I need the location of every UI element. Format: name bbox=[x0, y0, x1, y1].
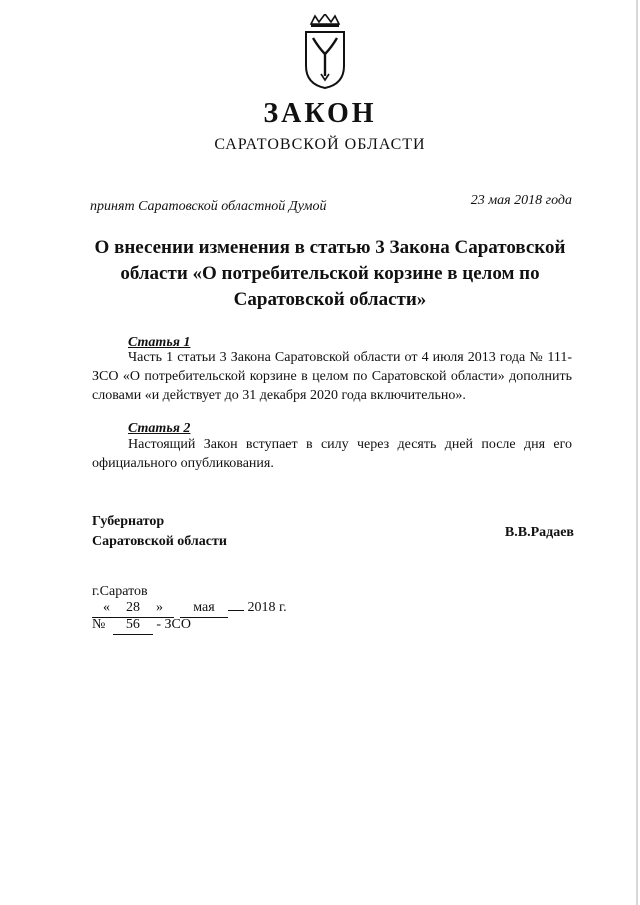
signatory-name: В.В.Радаев bbox=[504, 525, 574, 540]
article-2-title: Статья 2 bbox=[128, 421, 191, 436]
law-number bbox=[92, 616, 191, 635]
law-title: ЗАКОН bbox=[263, 98, 377, 129]
number-prefix: № bbox=[92, 617, 106, 632]
position-line-1: Губернатор bbox=[92, 514, 165, 529]
number-suffix: - ЗСО bbox=[156, 617, 191, 632]
city: г.Саратов bbox=[92, 584, 148, 599]
heading-line-1: О внесении изменения в статью 3 Закона Саратовской bbox=[94, 237, 566, 258]
position-line-2: Саратовской области bbox=[92, 534, 227, 549]
article-1-text: Часть 1 статьи 3 Закона Саратовской области от 4 июля 2013 года № 111-ЗСО «О потребительской корзине в целом по Саратовской области» дополнить словами «и действует до 31 декабря 2020 года включительно». bbox=[92, 350, 572, 403]
heading-line-3: Саратовской области» bbox=[233, 289, 427, 310]
signatory-position bbox=[92, 512, 227, 552]
adopted-by: принят Саратовской областной Думой bbox=[90, 199, 327, 214]
article-2-text: Настоящий Закон вступает в силу через десять дней после дня его официального опубликования. bbox=[92, 437, 572, 471]
date-year: 2018 г. bbox=[247, 600, 287, 615]
region-subtitle: САРАТОВСКОЙ ОБЛАСТИ bbox=[214, 136, 426, 153]
adoption-date: 23 мая 2018 года bbox=[470, 193, 572, 208]
date-day: 28 bbox=[126, 600, 140, 615]
coat-of-arms-icon bbox=[303, 14, 347, 90]
number-value: 56 bbox=[113, 616, 153, 635]
date-month-underline-tail bbox=[228, 610, 244, 611]
law-heading bbox=[70, 235, 590, 313]
heading-line-2: области «О потребительской корзине в целом по bbox=[120, 263, 540, 284]
date-month: мая bbox=[180, 599, 228, 618]
article-1-title: Статья 1 bbox=[128, 335, 191, 350]
open-quote: « bbox=[103, 600, 110, 615]
close-quote: » bbox=[156, 600, 163, 615]
